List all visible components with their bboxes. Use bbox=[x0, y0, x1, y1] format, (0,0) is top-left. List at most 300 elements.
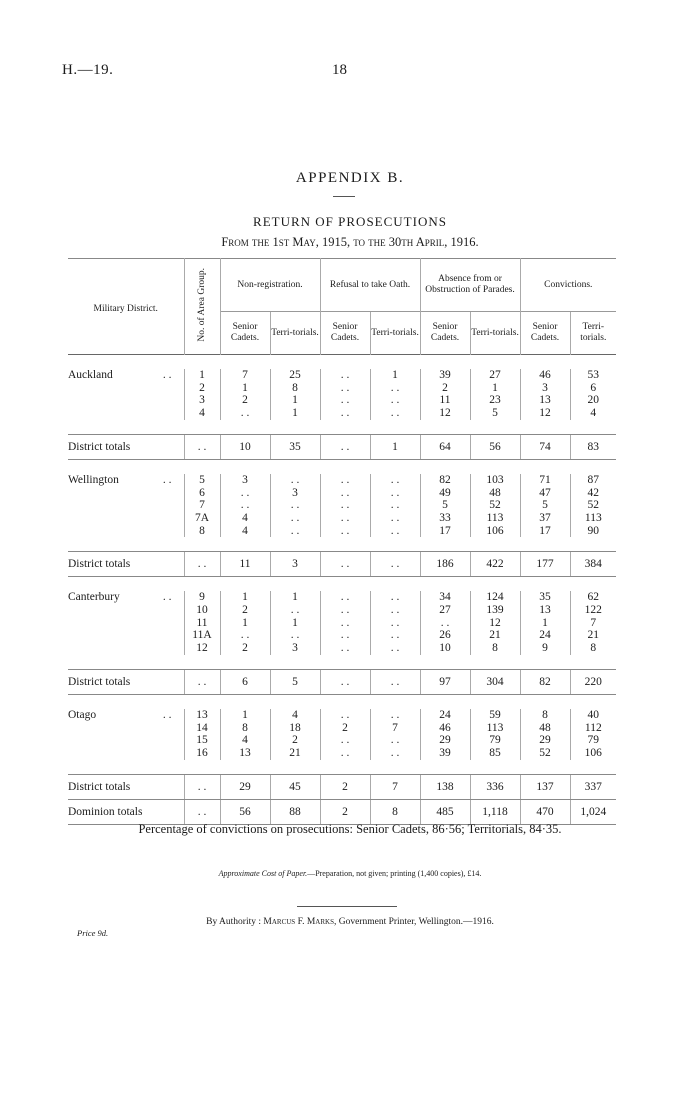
value-cell-cv-sc bbox=[520, 709, 570, 760]
cell-value: 8 bbox=[292, 381, 298, 394]
cell-value: . . bbox=[340, 394, 350, 407]
dominion-total-row bbox=[68, 799, 616, 824]
cell-value: 5 bbox=[542, 499, 548, 512]
dominion-cell-cv-sc: 470 bbox=[520, 799, 570, 824]
cell-value: 23 bbox=[489, 394, 501, 407]
header-ab-senior-cadets: Senior Cadets. bbox=[420, 312, 470, 355]
total-cell-cv-t: 83 bbox=[570, 434, 616, 459]
cell-value: 47 bbox=[539, 486, 551, 499]
spacer-row bbox=[68, 655, 616, 670]
cell-value: . . bbox=[390, 511, 400, 524]
value-cell-nr-sc bbox=[220, 591, 270, 655]
spacer-row bbox=[68, 760, 616, 775]
prosecutions-table bbox=[68, 258, 616, 825]
cell-value: 29 bbox=[439, 734, 451, 747]
cell-value: 1 bbox=[492, 381, 498, 394]
area-group-number: 15 bbox=[196, 734, 208, 747]
cell-value: 12 bbox=[439, 407, 451, 420]
total-cell-nr-t: 3 bbox=[270, 552, 320, 577]
cell-value: . . bbox=[390, 473, 400, 486]
header-cv-territorials: Terri-torials. bbox=[570, 312, 616, 355]
cell-value: . . bbox=[390, 486, 400, 499]
district-row bbox=[68, 709, 616, 760]
area-group-cell bbox=[184, 369, 220, 420]
header-non-registration: Non-registration. bbox=[220, 259, 320, 312]
spacer-cell bbox=[68, 537, 616, 552]
authority-suffix: Government Printer, Wellington.—1916. bbox=[338, 917, 494, 927]
cell-value: 59 bbox=[489, 708, 501, 721]
cell-value: 3 bbox=[292, 486, 298, 499]
total-cell-cv-sc: 82 bbox=[520, 669, 570, 694]
total-cell-ro-t: . . bbox=[370, 669, 420, 694]
cell-value: 33 bbox=[439, 511, 451, 524]
area-group-number: 14 bbox=[196, 721, 208, 734]
cell-value: 21 bbox=[489, 629, 501, 642]
total-cell-ro-t: . . bbox=[370, 552, 420, 577]
total-cell-cv-t: 220 bbox=[570, 669, 616, 694]
district-name-text: Canterbury bbox=[68, 591, 120, 604]
total-cell-ro-sc: . . bbox=[320, 552, 370, 577]
cell-value: 3 bbox=[542, 381, 548, 394]
cell-value: . . bbox=[390, 708, 400, 721]
value-cell-ro-t bbox=[370, 591, 420, 655]
spacer-cell bbox=[68, 655, 616, 670]
total-cell-ro-sc: . . bbox=[320, 434, 370, 459]
cell-value: . . bbox=[340, 486, 350, 499]
cell-value: . . bbox=[340, 616, 350, 629]
cell-value: . . bbox=[340, 511, 350, 524]
cell-value: 42 bbox=[587, 486, 600, 499]
cell-value: 113 bbox=[486, 511, 504, 524]
spacer-row bbox=[68, 537, 616, 552]
spacer-cell bbox=[68, 459, 616, 474]
cell-value: . . bbox=[390, 642, 400, 655]
value-cell-ro-sc bbox=[320, 369, 370, 420]
cell-value: . . bbox=[290, 473, 300, 486]
district-total-row bbox=[68, 774, 616, 799]
area-group-number: 2 bbox=[199, 381, 205, 394]
value-cell-cv-sc bbox=[520, 474, 570, 538]
value-cell-ab-t bbox=[470, 591, 520, 655]
cell-value: 40 bbox=[587, 708, 600, 721]
cell-value: 79 bbox=[489, 734, 501, 747]
document-reference: H.—19. bbox=[62, 62, 114, 78]
value-cell-ro-t bbox=[370, 709, 420, 760]
value-cell-nr-t bbox=[270, 591, 320, 655]
cell-value: 8 bbox=[590, 642, 597, 655]
district-total-row bbox=[68, 552, 616, 577]
cell-value: 12 bbox=[539, 407, 551, 420]
cell-value: . . bbox=[240, 629, 250, 642]
cell-value: 2 bbox=[242, 642, 248, 655]
cell-value: 1 bbox=[292, 616, 298, 629]
total-cell-cv-t: 337 bbox=[570, 774, 616, 799]
dominion-total-label: Dominion totals bbox=[68, 799, 184, 824]
leader-dots: . . bbox=[162, 591, 172, 604]
cell-value: 7 bbox=[590, 616, 597, 629]
cell-value: 8 bbox=[242, 721, 248, 734]
total-cell-ab-t: 56 bbox=[470, 434, 520, 459]
cell-value: 106 bbox=[486, 524, 504, 537]
cell-value: . . bbox=[340, 604, 350, 617]
district-row bbox=[68, 474, 616, 538]
header-cv-senior-cadets: Senior Cadets. bbox=[520, 312, 570, 355]
area-group-cell bbox=[184, 709, 220, 760]
header-convictions: Convictions. bbox=[520, 259, 616, 312]
area-group-number: 10 bbox=[196, 604, 208, 617]
district-name-text: Wellington bbox=[68, 473, 119, 486]
value-cell-ab-t bbox=[470, 369, 520, 420]
cell-value: 10 bbox=[439, 642, 451, 655]
district-total-label: District totals bbox=[68, 434, 184, 459]
cell-value: 53 bbox=[587, 369, 600, 381]
header-ro-senior-cadets: Senior Cadets. bbox=[320, 312, 370, 355]
header-military-district: Military District. bbox=[93, 304, 158, 314]
cell-value: . . bbox=[290, 524, 300, 537]
total-group-cell: . . bbox=[184, 552, 220, 577]
cell-value: 122 bbox=[584, 604, 602, 617]
cell-value: 8 bbox=[492, 642, 498, 655]
cell-value: 17 bbox=[539, 524, 551, 537]
total-cell-nr-sc: 11 bbox=[220, 552, 270, 577]
value-cell-ro-sc bbox=[320, 591, 370, 655]
cell-value: . . bbox=[340, 473, 350, 486]
district-total-row bbox=[68, 669, 616, 694]
cell-value: 48 bbox=[489, 486, 501, 499]
area-group-cell bbox=[184, 474, 220, 538]
cell-value: . . bbox=[290, 499, 300, 512]
cell-value: 5 bbox=[442, 499, 448, 512]
cell-value: 4 bbox=[242, 511, 248, 524]
value-cell-ro-t bbox=[370, 369, 420, 420]
district-row bbox=[68, 591, 616, 655]
cell-value: 1 bbox=[542, 616, 548, 629]
cell-value: 27 bbox=[439, 604, 451, 617]
area-group-number: 5 bbox=[199, 473, 205, 486]
cell-value: 1 bbox=[242, 708, 248, 721]
cell-value: 52 bbox=[539, 746, 551, 759]
title-divider bbox=[333, 196, 355, 197]
total-group-cell: . . bbox=[184, 774, 220, 799]
leader-dots: . . bbox=[162, 369, 172, 381]
cell-value: 39 bbox=[439, 746, 451, 759]
cell-value: 90 bbox=[587, 524, 600, 537]
area-group-number: 7 bbox=[199, 499, 205, 512]
printer-authority bbox=[0, 917, 700, 927]
header-nr-territorials: Terri-torials. bbox=[270, 312, 320, 355]
cell-value: 62 bbox=[587, 591, 600, 604]
area-group-number: 12 bbox=[196, 642, 208, 655]
value-cell-nr-t bbox=[270, 474, 320, 538]
cell-value: . . bbox=[390, 591, 400, 604]
cell-value: 82 bbox=[439, 473, 451, 486]
cell-value: . . bbox=[440, 616, 450, 629]
area-group-number: 11 bbox=[196, 616, 208, 629]
cell-value: 13 bbox=[539, 604, 551, 617]
page-number: 18 bbox=[332, 62, 347, 78]
district-row bbox=[68, 369, 616, 420]
cell-value: . . bbox=[340, 381, 350, 394]
cell-value: 46 bbox=[439, 721, 451, 734]
value-cell-cv-t bbox=[570, 709, 616, 760]
area-group-cell bbox=[184, 591, 220, 655]
spacer-cell bbox=[68, 760, 616, 775]
total-group-cell: . . bbox=[184, 669, 220, 694]
total-cell-ab-t: 422 bbox=[470, 552, 520, 577]
header-area-group-text: No. of Area Group. bbox=[196, 267, 207, 342]
cell-value: 87 bbox=[587, 473, 600, 486]
cell-value: 103 bbox=[486, 473, 504, 486]
table-subtitle: RETURN OF PROSECUTIONS bbox=[253, 214, 447, 229]
cell-value: . . bbox=[390, 616, 400, 629]
cell-value: 85 bbox=[489, 746, 501, 759]
conviction-percentage: Percentage of convictions on prosecutions: Senior Cadets, 86·56; Territorials, 84·35. bbox=[138, 822, 562, 836]
cell-value: 3 bbox=[242, 473, 248, 486]
dominion-cell-cv-t: 1,024 bbox=[570, 799, 616, 824]
spacer-cell bbox=[68, 577, 616, 592]
cell-value: 4 bbox=[292, 708, 298, 721]
spacer-row bbox=[68, 459, 616, 474]
cell-value: . . bbox=[390, 734, 400, 747]
total-cell-nr-t: 45 bbox=[270, 774, 320, 799]
area-group-number: 7A bbox=[194, 511, 210, 524]
value-cell-ab-sc bbox=[420, 369, 470, 420]
cost-label: Approximate Cost of Paper. bbox=[218, 869, 308, 878]
cell-value: 1 bbox=[242, 381, 248, 394]
district-total-label: District totals bbox=[68, 774, 184, 799]
total-cell-cv-t: 384 bbox=[570, 552, 616, 577]
cell-value: 46 bbox=[539, 369, 551, 381]
cell-value: 124 bbox=[486, 591, 504, 604]
area-group-number: 8 bbox=[199, 524, 205, 537]
cell-value: 26 bbox=[439, 629, 451, 642]
cell-value: 4 bbox=[242, 524, 248, 537]
area-group-number: 3 bbox=[199, 394, 205, 407]
cell-value: 1 bbox=[292, 394, 298, 407]
cell-value: . . bbox=[340, 642, 350, 655]
dominion-cell-nr-t: 88 bbox=[270, 799, 320, 824]
cell-value: 2 bbox=[242, 394, 248, 407]
area-group-number: 9 bbox=[199, 591, 205, 604]
cell-value: . . bbox=[240, 499, 250, 512]
cell-value: 34 bbox=[439, 591, 451, 604]
area-group-number: 16 bbox=[196, 746, 208, 759]
authority-prefix: By Authority : bbox=[206, 917, 262, 927]
cell-value: 9 bbox=[542, 642, 548, 655]
cell-value: 52 bbox=[489, 499, 501, 512]
total-cell-ab-t: 336 bbox=[470, 774, 520, 799]
total-cell-ab-t: 304 bbox=[470, 669, 520, 694]
value-cell-ro-sc bbox=[320, 474, 370, 538]
total-cell-ro-t: 7 bbox=[370, 774, 420, 799]
dominion-cell-ab-t: 1,118 bbox=[470, 799, 520, 824]
district-total-label: District totals bbox=[68, 552, 184, 577]
district-name bbox=[68, 591, 184, 655]
value-cell-nr-t bbox=[270, 369, 320, 420]
spacer-row bbox=[68, 420, 616, 435]
value-cell-cv-t bbox=[570, 591, 616, 655]
cell-value: 20 bbox=[587, 394, 600, 407]
cell-value: 49 bbox=[439, 486, 451, 499]
cell-value: 29 bbox=[539, 734, 551, 747]
area-group-number: 6 bbox=[199, 486, 205, 499]
cell-value: 71 bbox=[539, 473, 551, 486]
appendix-title: APPENDIX B. bbox=[295, 170, 405, 186]
total-cell-ab-sc: 64 bbox=[420, 434, 470, 459]
district-name-text: Otago bbox=[68, 708, 97, 721]
cell-value: 39 bbox=[439, 369, 451, 381]
price: Price 9d. bbox=[77, 928, 109, 938]
total-cell-nr-t: 5 bbox=[270, 669, 320, 694]
cell-value: 11 bbox=[439, 394, 451, 407]
leader-dots: . . bbox=[162, 708, 172, 721]
cell-value: . . bbox=[390, 499, 400, 512]
header-area-group bbox=[184, 259, 220, 355]
cell-value: . . bbox=[290, 629, 300, 642]
cell-value: 13 bbox=[239, 746, 251, 759]
cell-value: 7 bbox=[242, 369, 248, 381]
cost-text: —Preparation, not given; printing (1,400 copies), £14. bbox=[307, 869, 482, 878]
cell-value: 2 bbox=[242, 604, 248, 617]
cell-value: . . bbox=[240, 486, 250, 499]
cell-value: 112 bbox=[584, 721, 602, 734]
dominion-cell-ro-t: 8 bbox=[370, 799, 420, 824]
cell-value: . . bbox=[240, 407, 250, 420]
area-group-number: 1 bbox=[199, 369, 205, 381]
cell-value: 1 bbox=[292, 591, 298, 604]
area-group-number: 13 bbox=[196, 708, 208, 721]
total-cell-ab-sc: 97 bbox=[420, 669, 470, 694]
cell-value: 48 bbox=[539, 721, 551, 734]
total-cell-nr-sc: 6 bbox=[220, 669, 270, 694]
cell-value: 2 bbox=[342, 721, 348, 734]
cell-value: . . bbox=[340, 734, 350, 747]
total-cell-nr-t: 35 bbox=[270, 434, 320, 459]
cell-value: 139 bbox=[486, 604, 504, 617]
value-cell-cv-sc bbox=[520, 369, 570, 420]
cell-value: 35 bbox=[539, 591, 551, 604]
spacer-row bbox=[68, 577, 616, 592]
cell-value: 7 bbox=[392, 721, 398, 734]
total-cell-cv-sc: 177 bbox=[520, 552, 570, 577]
cell-value: 17 bbox=[439, 524, 451, 537]
cell-value: . . bbox=[390, 381, 400, 394]
cell-value: . . bbox=[290, 511, 300, 524]
header-refusal: Refusal to take Oath. bbox=[320, 259, 420, 312]
cell-value: . . bbox=[390, 394, 400, 407]
table-body bbox=[68, 355, 616, 825]
total-cell-nr-sc: 10 bbox=[220, 434, 270, 459]
cell-value: . . bbox=[340, 708, 350, 721]
value-cell-nr-sc bbox=[220, 369, 270, 420]
value-cell-nr-sc bbox=[220, 709, 270, 760]
area-group-number: 4 bbox=[199, 407, 205, 420]
total-cell-ro-sc: . . bbox=[320, 669, 370, 694]
value-cell-ab-t bbox=[470, 709, 520, 760]
total-cell-ro-sc: 2 bbox=[320, 774, 370, 799]
cell-value: . . bbox=[340, 369, 350, 381]
cell-value: 2 bbox=[442, 381, 448, 394]
cell-value: . . bbox=[340, 524, 350, 537]
total-cell-ab-sc: 186 bbox=[420, 552, 470, 577]
cell-value: 27 bbox=[489, 369, 501, 381]
cell-value: 1 bbox=[242, 616, 248, 629]
value-cell-nr-sc bbox=[220, 474, 270, 538]
cell-value: 1 bbox=[392, 369, 398, 381]
district-total-row bbox=[68, 434, 616, 459]
value-cell-ab-t bbox=[470, 474, 520, 538]
total-cell-nr-sc: 29 bbox=[220, 774, 270, 799]
date-range: From the 1st May, 1915, to the 30th April, 1916. bbox=[221, 235, 479, 249]
cell-value: . . bbox=[390, 629, 400, 642]
total-cell-cv-sc: 137 bbox=[520, 774, 570, 799]
cell-value: 79 bbox=[587, 734, 600, 747]
cell-value: 1 bbox=[292, 407, 298, 420]
header-ro-territorials: Terri-torials. bbox=[370, 312, 420, 355]
cell-value: . . bbox=[390, 524, 400, 537]
cell-value: 2 bbox=[292, 734, 298, 747]
cell-value: 6 bbox=[590, 381, 597, 394]
value-cell-ro-sc bbox=[320, 709, 370, 760]
total-cell-ro-t: 1 bbox=[370, 434, 420, 459]
district-name bbox=[68, 709, 184, 760]
spacer-cell bbox=[68, 420, 616, 435]
cost-of-paper bbox=[0, 869, 700, 878]
district-name bbox=[68, 369, 184, 420]
spacer-cell bbox=[68, 694, 616, 709]
cell-value: . . bbox=[390, 407, 400, 420]
value-cell-ab-sc bbox=[420, 591, 470, 655]
value-cell-nr-t bbox=[270, 709, 320, 760]
cell-value: 8 bbox=[542, 708, 548, 721]
cell-value: 37 bbox=[539, 511, 551, 524]
cell-value: 5 bbox=[492, 407, 498, 420]
cell-value: 1 bbox=[242, 591, 248, 604]
value-cell-ro-t bbox=[370, 474, 420, 538]
cell-value: 12 bbox=[489, 616, 501, 629]
cell-value: 21 bbox=[289, 746, 301, 759]
dominion-group-cell: . . bbox=[184, 799, 220, 824]
total-cell-cv-sc: 74 bbox=[520, 434, 570, 459]
header-nr-senior-cadets: Senior Cadets. bbox=[220, 312, 270, 355]
cell-value: 3 bbox=[292, 642, 298, 655]
cell-value: 24 bbox=[539, 629, 551, 642]
leader-dots: . . bbox=[162, 473, 172, 486]
cell-value: . . bbox=[290, 604, 300, 617]
spacer-row bbox=[68, 694, 616, 709]
cell-value: 24 bbox=[439, 708, 451, 721]
value-cell-ab-sc bbox=[420, 474, 470, 538]
cell-value: 18 bbox=[289, 721, 301, 734]
cell-value: 113 bbox=[584, 511, 602, 524]
district-total-label: District totals bbox=[68, 669, 184, 694]
spacer-cell bbox=[68, 355, 616, 370]
dominion-cell-nr-sc: 56 bbox=[220, 799, 270, 824]
cell-value: 25 bbox=[289, 369, 301, 381]
footer-divider bbox=[297, 906, 397, 907]
cell-value: . . bbox=[340, 407, 350, 420]
total-group-cell: . . bbox=[184, 434, 220, 459]
header-ab-territorials: Terri-torials. bbox=[470, 312, 520, 355]
value-cell-cv-sc bbox=[520, 591, 570, 655]
printer-name: Marcus F. Marks, bbox=[263, 917, 337, 927]
area-group-number: 11A bbox=[192, 629, 212, 642]
value-cell-cv-t bbox=[570, 474, 616, 538]
cell-value: 4 bbox=[242, 734, 248, 747]
dominion-cell-ab-sc: 485 bbox=[420, 799, 470, 824]
cell-value: 21 bbox=[587, 629, 600, 642]
cell-value: . . bbox=[390, 746, 400, 759]
